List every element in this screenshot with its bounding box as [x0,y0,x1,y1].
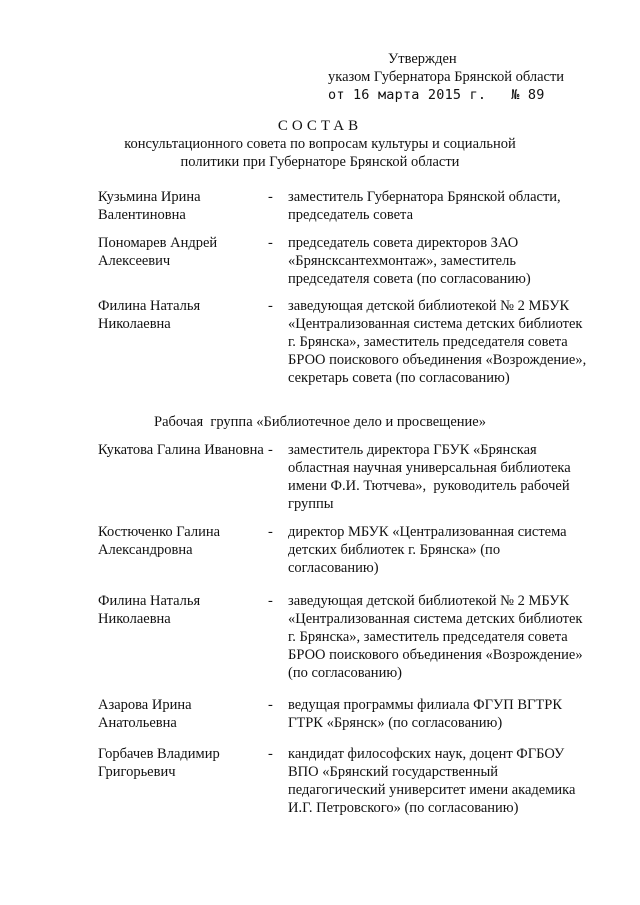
member-name: Азарова Ирина Анатольевна [98,697,192,731]
member-dash: - [268,746,273,762]
member-name: Костюченко Галина Александровна [98,524,221,558]
member-role: заведующая детской библиотекой № 2 МБУК «Централизованная система детских библиотек г. Брянска», заместитель председателя совета БРОО поискового объединения «Возрождение», секретарь совета (по согласованию) [288,298,587,386]
working-group-title: Рабочая группа «Библиотечное дело и просвещение» [154,414,486,430]
member-dash: - [268,524,273,540]
member-dash: - [268,189,273,205]
member-role: заместитель Губернатора Брянской области, председатель совета [288,189,561,223]
member-name: Горбачев Владимир Григорьевич [98,746,220,780]
member-role: кандидат философских наук, доцент ФГБОУ ВПО «Брянский государственный педагогический университет имени академика И.Г. Петровского» (по согласованию) [288,746,576,816]
title-main: СОСТАВ [277,118,363,134]
approved-label: Утвержден [388,51,457,67]
member-dash: - [268,697,273,713]
member-name: Филина Наталья Николаевна [98,298,201,332]
approval-block [328,50,628,104]
title-line-1: консультационного совета по вопросам культуры и социальной [124,136,516,152]
decree-line: указом Губернатора Брянской области [328,69,565,85]
member-dash: - [268,593,273,609]
member-name: Пономарев Андрей Алексеевич [98,235,218,269]
member-dash: - [268,235,273,251]
date-number-stamp: от 16 марта 2015 г. № 89 [328,87,545,103]
document-title [0,117,640,171]
member-dash: - [268,298,273,314]
member-role: заведующая детской библиотекой № 2 МБУК «Централизованная система детских библиотек г. Брянска», заместитель председателя совета БРОО поискового объединения «Возрождение» (по согласованию) [288,593,583,681]
member-role: заместитель директора ГБУК «Брянская областная научная универсальная библиотека имени Ф.И. Тютчева», руководитель рабочей группы [288,442,575,512]
member-name: Кукатова Галина Ивановна [98,442,264,458]
member-name: Филина Наталья Николаевна [98,593,201,627]
member-role: председатель совета директоров ЗАО «Брянсксантехмонтаж», заместитель председателя совета (по согласованию) [288,235,531,287]
member-role: директор МБУК «Централизованная система детских библиотек г. Брянска» (по согласованию) [288,524,567,576]
title-line-2: политики при Губернаторе Брянской области [180,153,460,170]
member-role: ведущая программы филиала ФГУП ВГТРК ГТРК «Брянск» (по согласованию) [288,697,562,731]
member-dash: - [268,442,273,458]
member-name: Кузьмина Ирина Валентиновна [98,189,201,223]
